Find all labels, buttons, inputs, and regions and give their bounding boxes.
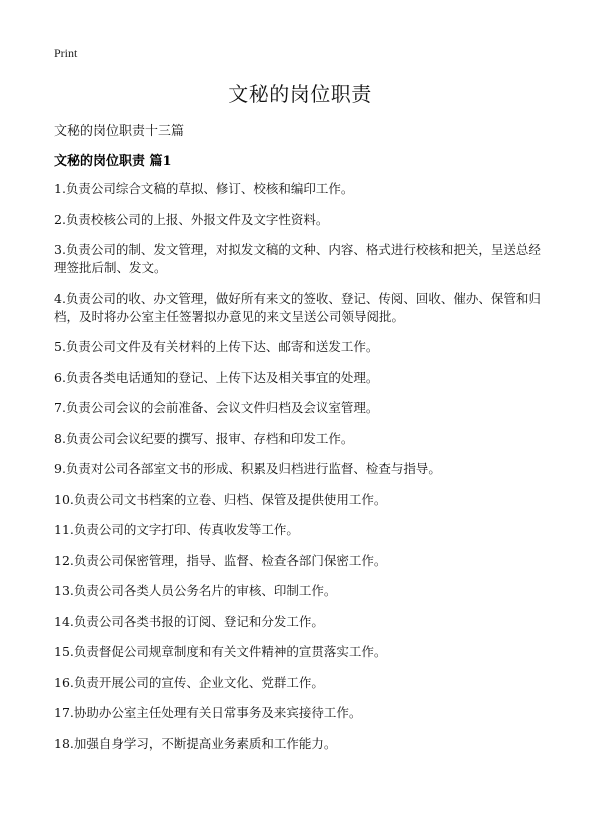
- list-item: 3.负责公司的制、发文管理，对拟发文稿的文种、内容、格式进行校核和把关，呈送总经理签批后制、发文。: [54, 242, 541, 275]
- list-item: 10.负责公司文书档案的立卷、归档、保管及提供使用工作。: [54, 491, 387, 507]
- print-link[interactable]: Print: [54, 46, 78, 60]
- list-item: 9.负责对公司各部室文书的形成、积累及归档进行监督、检查与指导。: [54, 461, 441, 476]
- list-item: 15.负责督促公司规章制度和有关文件精神的宣贯落实工作。: [54, 644, 387, 659]
- document-subtitle: 文秘的岗位职责十三篇: [54, 124, 185, 139]
- list-item: 6.负责各类电话通知的登记、上传下达及相关事宜的处理。: [54, 369, 379, 385]
- section-heading: 文秘的岗位职责 篇1: [54, 154, 172, 169]
- list-item: 8.负责公司会议纪要的撰写、报审、存档和印发工作。: [54, 430, 354, 446]
- list-item: 4.负责公司的收、办文管理，做好所有来文的签收、登记、传阅、回收、催办、保管和归档，及时将办公室主任签署拟办意见的来文呈送公司领导阅批。: [54, 290, 541, 324]
- list-item: 13.负责公司各类人员公务名片的审核、印制工作。: [54, 583, 337, 598]
- list-item: 17.协助办公室主任处理有关日常事务及来宾接待工作。: [54, 705, 362, 720]
- list-item: 5.负责公司文件及有关材料的上传下达、邮寄和送发工作。: [54, 339, 379, 354]
- list-item: 14.负责公司各类书报的订阅、登记和分发工作。: [54, 613, 324, 629]
- list-item: 7.负责公司会议的会前准备、会议文件归档及会议室管理。: [54, 400, 379, 415]
- list-item: 11.负责公司的文字打印、传真收发等工作。: [54, 522, 299, 537]
- list-item: 18.加强自身学习，不断提高业务素质和工作能力。: [54, 735, 337, 751]
- list-item: 1.负责公司综合文稿的草拟、修订、校核和编印工作。: [54, 181, 354, 196]
- list-item: 16.负责开展公司的宣传、企业文化、党群工作。: [54, 674, 324, 690]
- document-title: 文秘的岗位职责: [228, 82, 372, 106]
- list-item: 12.负责公司保密管理，指导、监督、检查各部门保密工作。: [54, 552, 387, 568]
- duty-list: [54, 180, 546, 765]
- list-item: 2.负责校核公司的上报、外报文件及文字性资料。: [54, 211, 329, 227]
